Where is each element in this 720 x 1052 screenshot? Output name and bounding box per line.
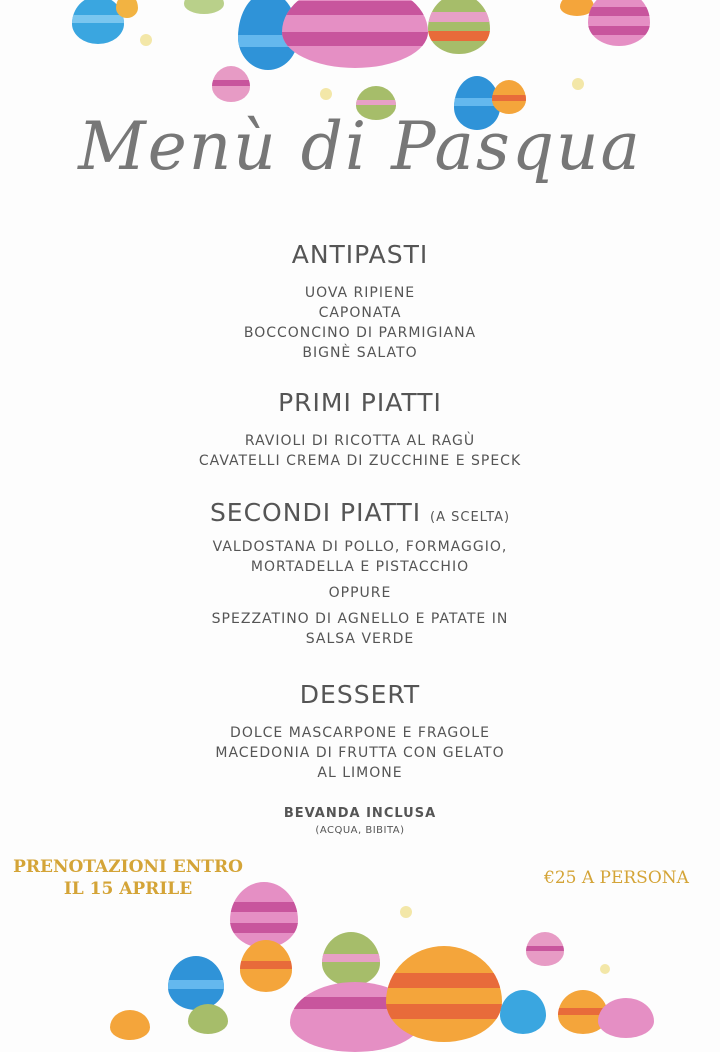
section-secondi (0, 498, 720, 649)
menu-item: UOVA RIPIENE (304, 285, 416, 301)
egg-icon (588, 0, 650, 46)
flower-icon (400, 906, 412, 918)
egg-icon (322, 932, 380, 986)
menu-item: BIGNÈ SALATO (302, 345, 418, 361)
menu-item: CAPONATA (318, 305, 402, 321)
section-heading-text: SECONDI PIATTI (209, 498, 422, 527)
section-note: (A SCELTA) (430, 510, 511, 525)
egg-icon (116, 0, 138, 18)
egg-icon (188, 1004, 228, 1034)
menu-item: DOLCE MASCARPONE E FRAGOLE (230, 725, 490, 741)
menu-item: VALDOSTANA DI POLLO, FORMAGGIO, (212, 539, 508, 555)
egg-icon (168, 956, 224, 1010)
egg-icon (282, 0, 428, 68)
flower-icon (600, 964, 610, 974)
booking-line: PRENOTAZIONI ENTRO (13, 857, 243, 877)
section-antipasti (0, 240, 720, 363)
price-per-person: €25 A PERSONA (544, 868, 689, 888)
egg-icon (598, 998, 654, 1038)
menu-item: RAVIOLI DI RICOTTA AL RAGÙ (244, 433, 476, 449)
egg-icon (230, 882, 298, 948)
menu-item: OPPURE (328, 585, 392, 601)
egg-icon (526, 932, 564, 966)
menu-item: MORTADELLA E PISTACCHIO (250, 559, 470, 575)
menu-item: BOCCONCINO DI PARMIGIANA (243, 325, 477, 341)
flower-icon (572, 78, 584, 90)
drink-detail: (ACQUA, BIBITA) (315, 825, 405, 836)
egg-icon (184, 0, 224, 14)
section-heading (0, 498, 720, 527)
booking-deadline (8, 856, 248, 900)
section-heading: DESSERT (299, 680, 421, 709)
egg-icon (386, 946, 502, 1042)
menu-item: MACEDONIA DI FRUTTA CON GELATO (215, 745, 505, 761)
section-primi (0, 388, 720, 471)
egg-icon (240, 940, 292, 992)
menu-item: AL LIMONE (317, 765, 403, 781)
booking-line: IL 15 APRILE (63, 879, 193, 899)
egg-icon (428, 0, 490, 54)
menu-item: SALSA VERDE (305, 631, 415, 647)
menu-item: CAVATELLI CREMA DI ZUCCHINE E SPECK (198, 453, 522, 469)
egg-icon (500, 990, 546, 1034)
drink-label: BEVANDA INCLUSA (283, 806, 437, 821)
egg-icon (110, 1010, 150, 1040)
flower-icon (320, 88, 332, 100)
menu-item: SPEZZATINO DI AGNELLO E PATATE IN (211, 611, 509, 627)
menu-title: Menù di Pasqua (78, 108, 642, 185)
section-heading: ANTIPASTI (291, 240, 429, 269)
section-heading: PRIMI PIATTI (278, 388, 442, 417)
egg-icon (212, 66, 250, 102)
section-dessert (0, 680, 720, 783)
flower-icon (140, 34, 152, 46)
drink-info (0, 806, 720, 836)
